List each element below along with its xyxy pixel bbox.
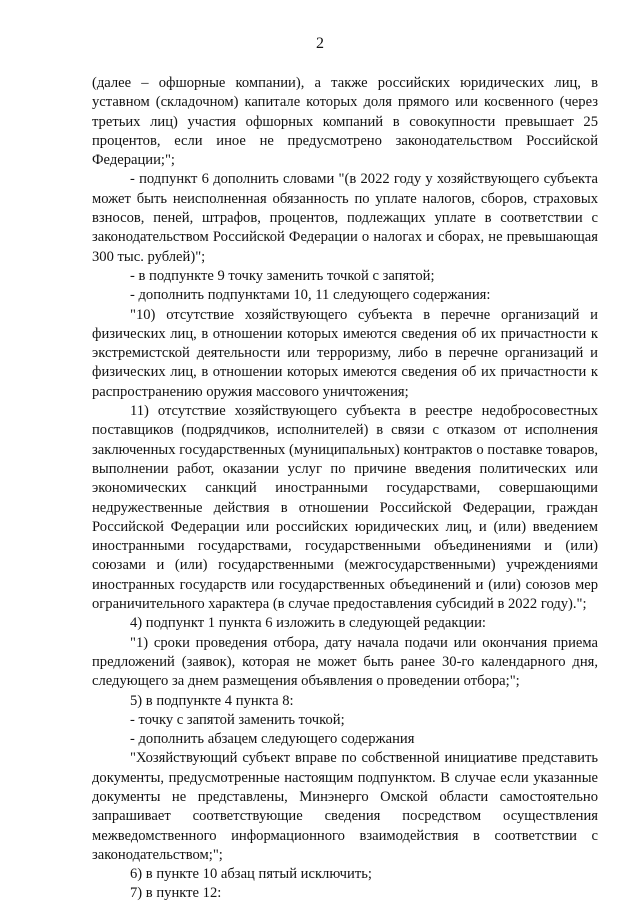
paragraph-subitem-10: "10) отсутствие хозяйствующего субъекта в перечне организаций и физических лиц, в отношении которых имеются сведения об их причастности к экстремистской деятельности или терроризму, либо в перечне организаций и физических лиц, в отношении которых имеются сведения об их причастности к распространению оружия массового уничтожения; — [92, 306, 598, 400]
paragraph-replace-semicolon: - точку с запятой заменить точкой; — [130, 711, 345, 728]
paragraph-subitem-11: 11) отсутствие хозяйствующего субъекта в реестре недобросовестных поставщиков (подрядчиков, исполнителей) в связи с отказом от исполнения заключенных государственных (муниципальных) контрактов о поставке товаров, выполнении работ, оказании услуг по причине введения политических или экономических санкций иностранными государствами, совершающими недружественные действия в отношении Российской Федерации, граждан Российской Федерации или российских юридических лиц, и (или) введением иностранными государствами, государственными объединениями и (или) союзами и (или) государственными (межгосударственными) учреждениями иностранных государств или государственных объединений и (или) союзов мер ограничительного характера (в случае предоставления субсидий в 2022 году)."; — [92, 403, 598, 613]
paragraph-add-abzac: - дополнить абзацем следующего содержания — [130, 731, 415, 748]
paragraph-item-4: 4) подпункт 1 пункта 6 изложить в следующей редакции: — [130, 615, 486, 632]
paragraph-offshore-continuation: (далее – офшорные компании), а также российских юридических лиц, в уставном (складочном) капитале которых доля прямого или косвенного (через третьих лиц) участия офшорных компаний в совокупности превышает 25 процентов, если иное не предусмотрено законодательством Российской Федерации;"; — [92, 75, 598, 169]
paragraph-entity-documents: "Хозяйствующий субъект вправе по собственной инициативе представить документы, предусмотренные настоящим подпунктом. В случае если указанные документы не представлены, Минэнерго Омской области самостоятельно запрашивает соответствующие сведения посредством осуществления межведомственного информационного взаимодействия в соответствии с законодательством;"; — [92, 750, 598, 863]
paragraph-item-6: 6) в пункте 10 абзац пятый исключить; — [130, 866, 372, 883]
paragraph-item-5: 5) в подпункте 4 пункта 8: — [130, 692, 294, 709]
document-body — [92, 74, 598, 904]
paragraph-subitem-6-amendment: - подпункт 6 дополнить словами "(в 2022 году у хозяйствующего субъекта может быть неисполненная обязанность по уплате налогов, сборов, страховых взносов, пеней, штрафов, процентов, подлежащих уплате в соответствии с законодательством Российской Федерации о налогах и сборах, не превышающая 300 тыс. рублей)"; — [92, 171, 598, 265]
paragraph-subitem-9-amendment: - в подпункте 9 точку заменить точкой с запятой; — [130, 267, 435, 284]
paragraph-item-7: 7) в пункте 12: — [130, 885, 222, 902]
page-number: 2 — [316, 35, 324, 52]
paragraph-add-subitems-10-11: - дополнить подпунктами 10, 11 следующего содержания: — [130, 287, 491, 304]
paragraph-new-subitem-1: "1) сроки проведения отбора, дату начала подачи или окончания приема предложений (заявок), которая не может быть ранее 30-го календарного дня, следующего за днем размещения объявления о проведении отбора;"; — [92, 634, 598, 690]
